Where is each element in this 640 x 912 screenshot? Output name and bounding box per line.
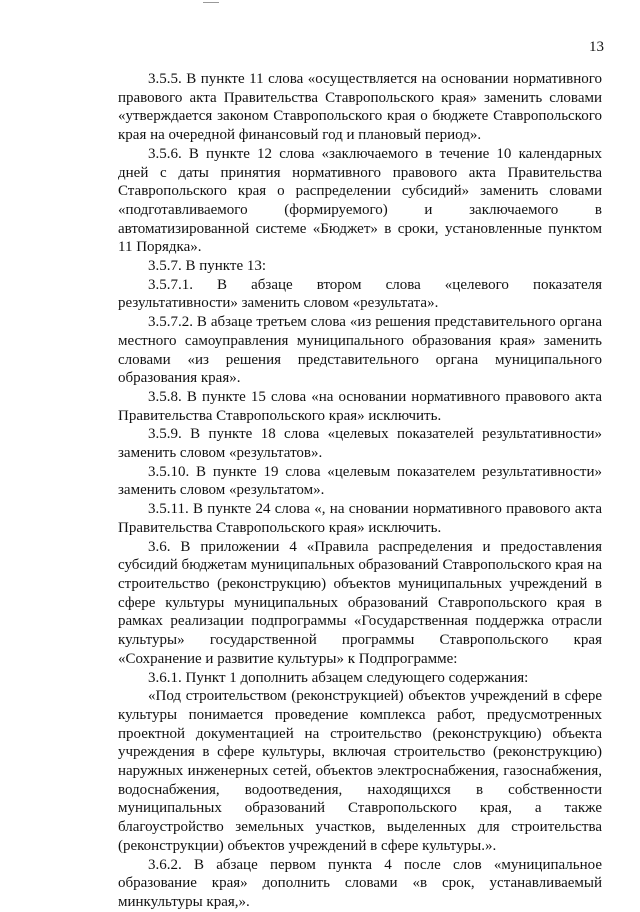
document-body (118, 70, 602, 912)
page-number: 13 (589, 39, 604, 55)
paragraph-3-5-7: 3.5.7. В пункте 13: (148, 258, 267, 275)
paragraph-3-5-6: 3.5.6. В пункте 12 слова «заключаемого в течение 10 календарных дней с даты принятия нормативного правового акта Правительства Ставропольского края о распределении субсидий» заменить словами «подготавливаемого (формируемого) и заключаемого в автоматизированной системе «Бюджет» в сроки, установленные пунктом 11 Порядка». (118, 145, 602, 256)
paragraph-3-6: 3.6. В приложении 4 «Правила распределения и предоставления субсидий бюджетам муниципальных образований Ставропольского края на строительство (реконструкцию) объектов муниципальных учреждений в сфере культуры муниципальных образований Ставропольского края в рамках реализации подпрограммы «Государственная поддержка отрасли культуры» государственной программы Ставропольского края «Сохранение и развитие культуры» к Подпрограмме: (118, 538, 602, 667)
paragraph-quoted-definition: «Под строительством (реконструкцией) объектов учреждений в сфере культуры понимается проведение комплекса работ, предусмотренных проектной документацией на строительство (реконструкцию) объекта учреждения в сфере культуры, включая строительство (реконструкцию) наружных инженерных сетей, объектов электроснабжения, газоснабжения, водоснабжения, водоотведения, находящихся в собственности муниципальных образований Ставропольского края, а также благоустройство земельных участков, выделенных для строительства (реконструкции) объектов учреждений в сфере культуры.». (118, 688, 602, 854)
scan-mark (203, 2, 219, 3)
paragraph-3-5-10: 3.5.10. В пункте 19 слова «целевым показателем результативности» заменить словом «результатом». (118, 463, 602, 499)
paragraph-3-6-2: 3.6.2. В абзаце первом пункта 4 после слов «муниципальное образование края» дополнить словами «в срок, устанавливаемый минкультуры края,». (118, 856, 602, 910)
paragraph-3-5-11: 3.5.11. В пункте 24 слова «, на сновании нормативного правового акта Правительства Ставропольского края» исключить. (118, 501, 602, 536)
paragraph-3-5-9: 3.5.9. В пункте 18 слова «целевых показателей результативности» заменить словом «результатов». (118, 426, 602, 462)
paragraph-3-5-8: 3.5.8. В пункте 15 слова «на основании нормативного правового акта Правительства Ставропольского края» исключить. (118, 388, 602, 424)
paragraph-3-6-1: 3.6.1. Пункт 1 дополнить абзацем следующего содержания: (148, 669, 529, 686)
paragraph-3-5-5: 3.5.5. В пункте 11 слова «осуществляется на основании нормативного правового акта Правительства Ставропольского края» заменить словами «утверждается законом Ставропольского края о бюджете Ставропольского края на очередной финансовый год и плановый период». (118, 71, 602, 144)
paragraph-3-5-7-1: 3.5.7.1. В абзаце втором слова «целевого показателя результативности» заменить словом «результата». (118, 276, 602, 312)
paragraph-3-5-7-2: 3.5.7.2. В абзаце третьем слова «из решения представительного органа местного самоуправления муниципального образования края» заменить словами «из решения представительного органа муниципального образования края». (118, 314, 602, 387)
